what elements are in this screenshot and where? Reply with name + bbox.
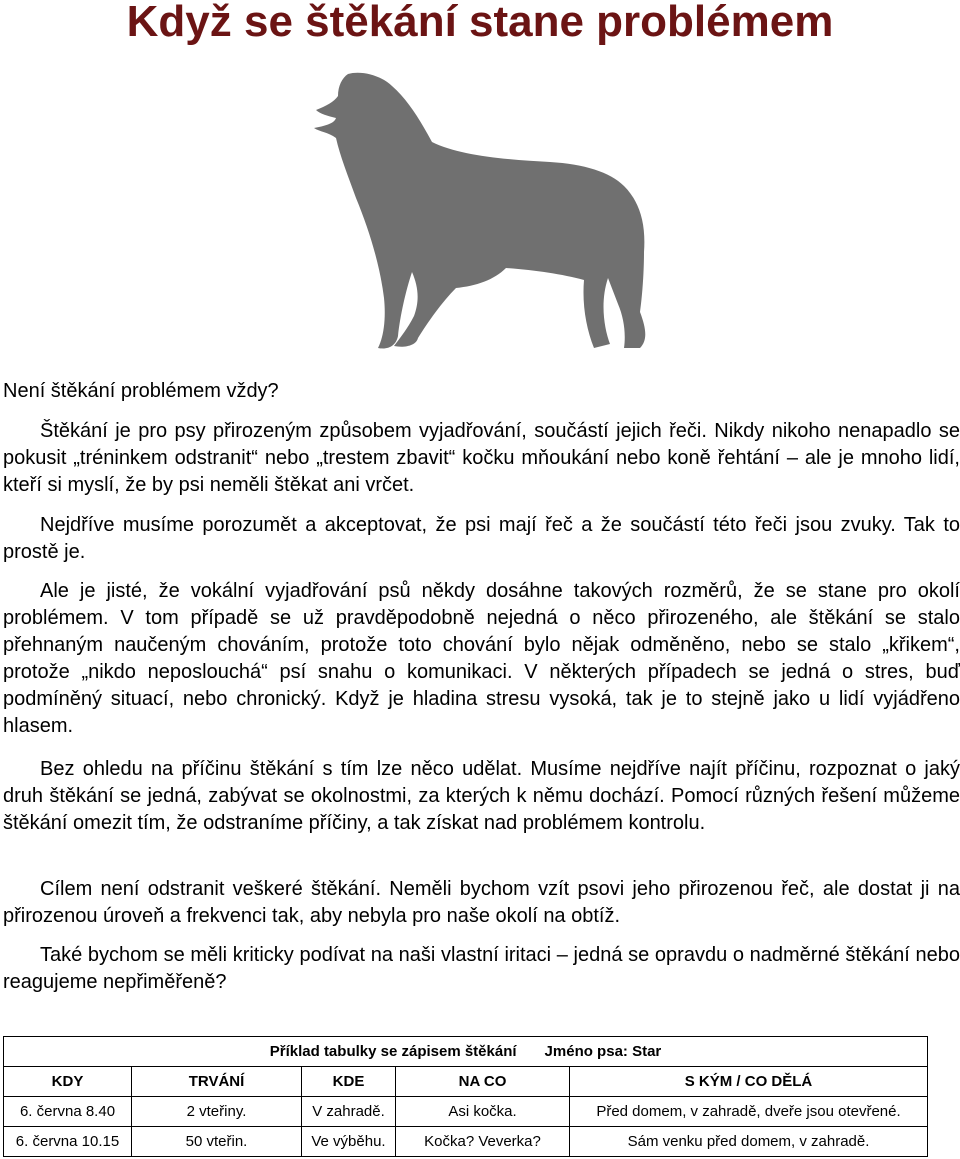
table-cell: V zahradě. bbox=[302, 1097, 396, 1127]
table-cell: Ve výběhu. bbox=[302, 1127, 396, 1157]
table-cell: Kočka? Veverka? bbox=[396, 1127, 570, 1157]
barking-log-table bbox=[3, 1036, 928, 1157]
barking-dog-silhouette-icon bbox=[300, 66, 660, 356]
paragraph-2: Nejdříve musíme porozumět a akceptovat, že psi mají řeč a že součástí této řeči jsou zvuky. Tak to prostě je. bbox=[3, 514, 960, 563]
paragraph-4: Bez ohledu na příčinu štěkání s tím lze něco udělat. Musíme nejdříve najít příčinu, rozpoznat o jaký druh štěkání se jedná, zabývat se okolnostmi, za kterých k němu dochází. Pomocí různých řešení můžeme štěkání omezit tím, že odstraníme příčiny, a tak získat nad problémem kontrolu. bbox=[3, 758, 960, 834]
table-cell: Asi kočka. bbox=[396, 1097, 570, 1127]
paragraph-3: Ale je jisté, že vokální vyjadřování psů někdy dosáhne takových rozměrů, že se stane pro okolí problémem. V tom případě se už pravděpodobně nejedná o něco přirozeného, ale štěkání se stalo přehnaným naučeným chováním, protože toto chování bylo nějak odměněno, nebo se stalo „křikem“, protože „nikdo neposlouchá“ psí snahu o komunikaci. V některých případech se jedná o stres, buď podmíněný situací, nebo chronický. Když je hladina stresu vysoká, tak je to stejně jako u lidí vyjádřeno hlasem. bbox=[3, 580, 960, 737]
page-title: Když se štěkání stane problémem bbox=[126, 0, 834, 46]
paragraph-6: Také bychom se měli kriticky podívat na naši vlastní iritaci – jedná se opravdu o nadměrné štěkání nebo reagujeme nepřiměřeně? bbox=[3, 944, 960, 993]
table-cell: Sám venku před domem, v zahradě. bbox=[570, 1127, 928, 1157]
table-row bbox=[4, 1127, 928, 1157]
table-caption-dog-name: Jméno psa: Star bbox=[544, 1043, 662, 1060]
column-header: S KÝM / CO DĚLÁ bbox=[570, 1067, 928, 1097]
column-header: TRVÁNÍ bbox=[132, 1067, 302, 1097]
table-row bbox=[4, 1097, 928, 1127]
column-header: KDY bbox=[4, 1067, 132, 1097]
table-cell: 50 vteřin. bbox=[132, 1127, 302, 1157]
intro-question: Není štěkání problémem vždy? bbox=[3, 380, 279, 402]
table-caption-title: Příklad tabulky se zápisem štěkání bbox=[269, 1043, 517, 1060]
column-header: KDE bbox=[302, 1067, 396, 1097]
table-cell: Před domem, v zahradě, dveře jsou otevřené. bbox=[570, 1097, 928, 1127]
table-header-row bbox=[4, 1067, 928, 1097]
table-caption-row bbox=[4, 1037, 928, 1067]
paragraph-5: Cílem není odstranit veškeré štěkání. Neměli bychom vzít psovi jeho přirozenou řeč, ale dostat ji na přirozenou úroveň a frekvenci tak, aby nebyla pro naše okolí na obtíž. bbox=[3, 878, 960, 927]
table-cell: 6. června 8.40 bbox=[4, 1097, 132, 1127]
paragraph-1: Štěkání je pro psy přirozeným způsobem vyjadřování, součástí jejich řeči. Nikdy nikoho nenapadlo se pokusit „tréninkem odstranit“ nebo „trestem zbavit“ kočku mňoukání nebo koně řehtání – ale je mnoho lidí, kteří si myslí, že by psi neměli štěkat ani vrčet. bbox=[3, 420, 960, 496]
table-cell: 6. června 10.15 bbox=[4, 1127, 132, 1157]
table-cell: 2 vteřiny. bbox=[132, 1097, 302, 1127]
table-caption bbox=[4, 1037, 928, 1067]
column-header: NA CO bbox=[396, 1067, 570, 1097]
